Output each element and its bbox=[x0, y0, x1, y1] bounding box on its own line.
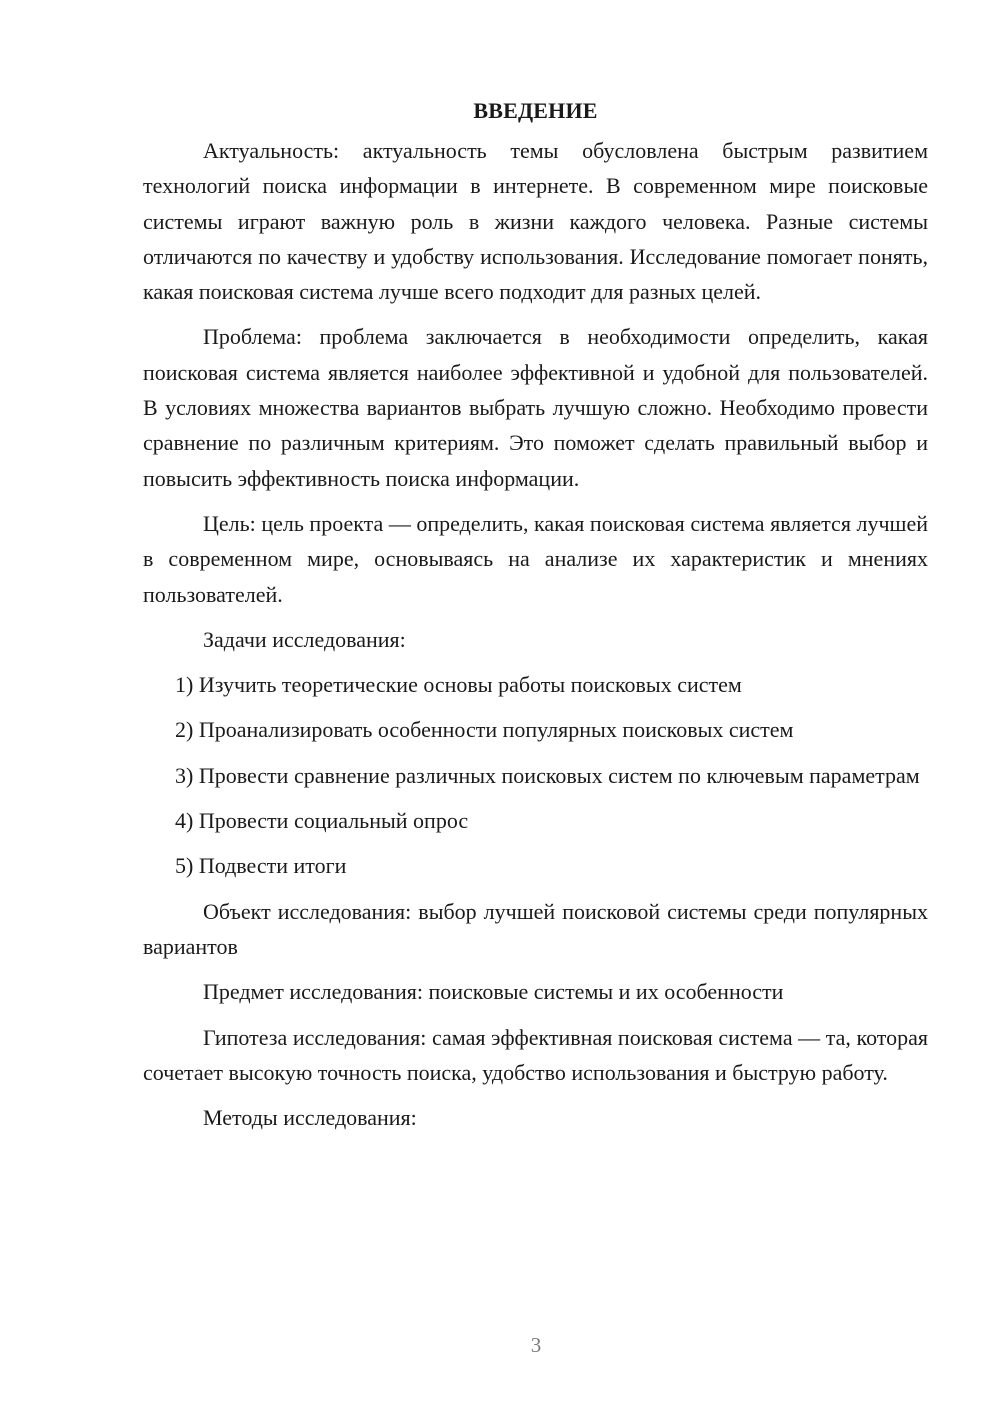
paragraph-subject: Предмет исследования: поисковые системы и их особенности bbox=[203, 979, 784, 1005]
task-item-2: 2) Проанализировать особенности популярных поисковых систем bbox=[175, 717, 794, 743]
task-item-4: 4) Провести социальный опрос bbox=[175, 808, 469, 834]
paragraph-problem: Проблема: проблема заключается в необходимости определить, какая поисковая система является наиболее эффективной и удобной для пользователей. В условиях множества вариантов выбрать лучшую сложно. Необходимо провести сравнение по различным критериям. Это поможет сделать правильный выбор и повысить эффективность поиска информации. bbox=[143, 324, 928, 491]
paragraph-object: Объект исследования: выбор лучшей поисковой системы среди популярных вариантов bbox=[143, 898, 928, 959]
paragraph-methods-title: Методы исследования: bbox=[203, 1105, 417, 1131]
document-page bbox=[143, 93, 928, 1145]
page-number: 3 bbox=[530, 1333, 542, 1357]
task-item-3: 3) Провести сравнение различных поисковых систем по ключевым параметрам bbox=[175, 762, 920, 788]
section-heading: ВВЕДЕНИЕ bbox=[473, 98, 598, 123]
task-item-5: 5) Подвести итоги bbox=[175, 853, 347, 879]
paragraph-goal: Цель: цель проекта — определить, какая поисковая система является лучшей в современном мире, основываясь на анализе их характеристик и мнениях пользователей. bbox=[143, 510, 928, 607]
paragraph-hypothesis: Гипотеза исследования: самая эффективная поисковая система — та, которая сочетает высокую точность поиска, удобство использования и быструю работу. bbox=[143, 1024, 928, 1085]
paragraph-relevance: Актуальность: актуальность темы обусловлена быстрым развитием технологий поиска информации в интернете. В современном мире поисковые системы играют важную роль в жизни каждого человека. Разные системы отличаются по качеству и удобству использования. Исследование помогает понять, какая поисковая система лучше всего подходит для разных целей. bbox=[143, 138, 928, 305]
paragraph-tasks-title: Задачи исследования: bbox=[203, 626, 406, 652]
task-item-1: 1) Изучить теоретические основы работы поисковых систем bbox=[175, 672, 742, 698]
